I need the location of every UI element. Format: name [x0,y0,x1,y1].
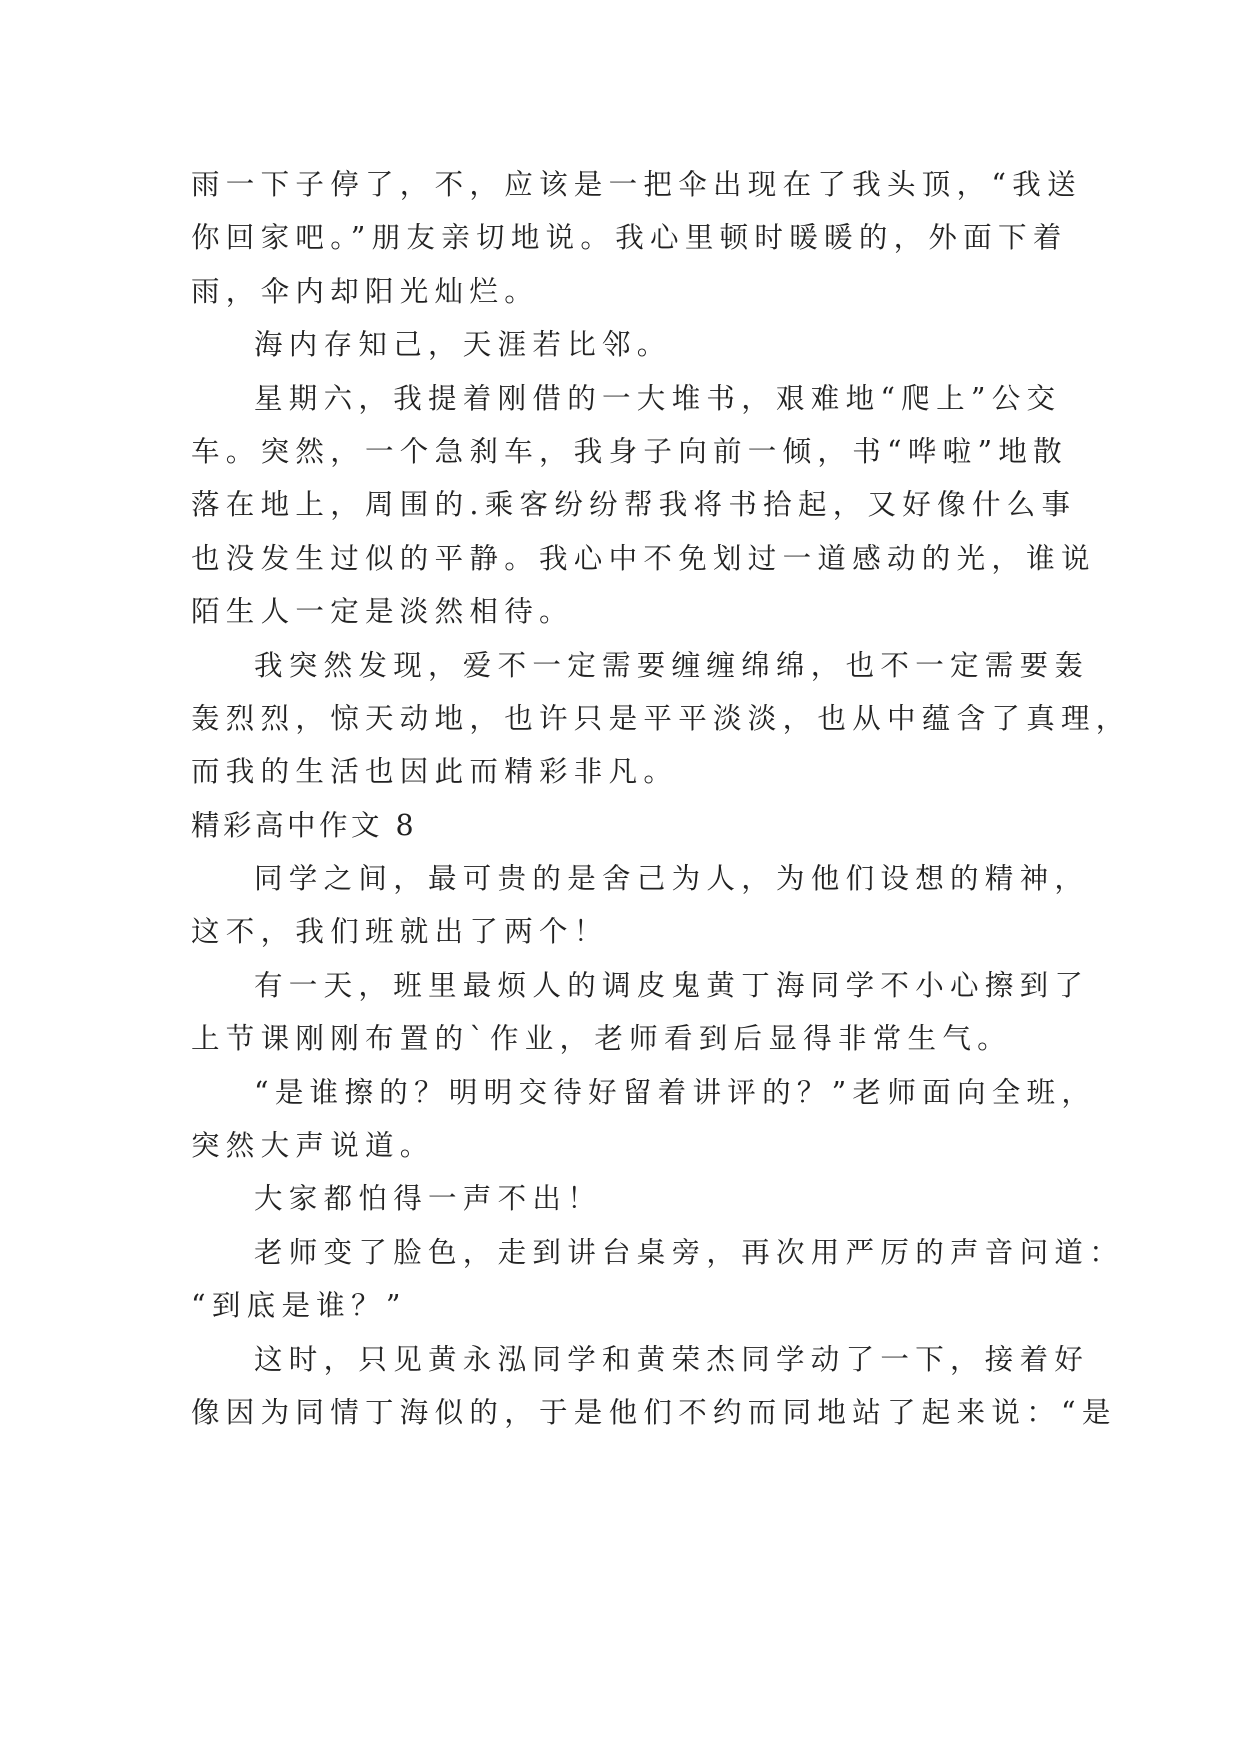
text-line: 突然大声说道。 [191,1129,435,1163]
text-line: 我突然发现，爱不一定需要缠缠绵绵，也不一定需要轰 [254,648,1090,682]
text-line: 雨，伞内却阳光灿烂。 [191,274,540,308]
text-line: 而我的生活也因此而精彩非凡。 [191,755,679,789]
text-line: 星期六，我提着刚借的一大堆书，艰难地“爬上”公交 [254,381,1062,415]
text-line: 也没发生过似的平静。我心中不免划过一道感动的光，谁说 [191,541,1096,575]
text-line: 大家都怕得一声不出！ [254,1182,603,1216]
text-line: 雨一下子停了，不，应该是一把伞出现在了我头顶，“我送 [191,168,1082,201]
text-line: 陌生人一定是淡然相待。 [191,595,574,629]
text-line: 上节课刚刚布置的`作业，老师看到后显得非常生气。 [191,1022,1012,1056]
document-body [191,158,1131,1439]
text-line: 有一天，班里最烦人的调皮鬼黄丁海同学不小心擦到了 [254,968,1090,1002]
text-line: 轰烈烈，惊天动地，也许只是平平淡淡，也从中蕴含了真理， [191,701,1131,735]
text-line: 老师变了脸色，走到讲台桌旁，再次用严厉的声音问道： [254,1235,1125,1269]
text-line: 你回家吧。”朋友亲切地说。我心里顿时暖暖的，外面下着 [191,221,1068,255]
text-line: “是谁擦的？明明交待好留着讲评的？”老师面向全班， [254,1075,1097,1109]
text-line: 同学之间，最可贵的是舍己为人，为他们设想的精神， [254,862,1090,896]
text-line: 像因为同情丁海似的，于是他们不约而同地站了起来说：“是 [191,1395,1117,1429]
text-line: 海内存知己，天涯若比邻。 [254,328,672,362]
text-line: 这时，只见黄永泓同学和黄荣杰同学动了一下，接着好 [254,1342,1090,1376]
text-line: “到底是谁？” [191,1289,407,1323]
section-heading: 精彩高中作文 8 [191,808,418,842]
text-line: 车。突然，一个急刹车，我身子向前一倾，书“哗啦”地散 [191,434,1068,468]
text-line: 落在地上，周围的.乘客纷纷帮我将书拾起，又好像什么事 [191,488,1077,522]
text-line: 这不，我们班就出了两个！ [191,915,609,949]
